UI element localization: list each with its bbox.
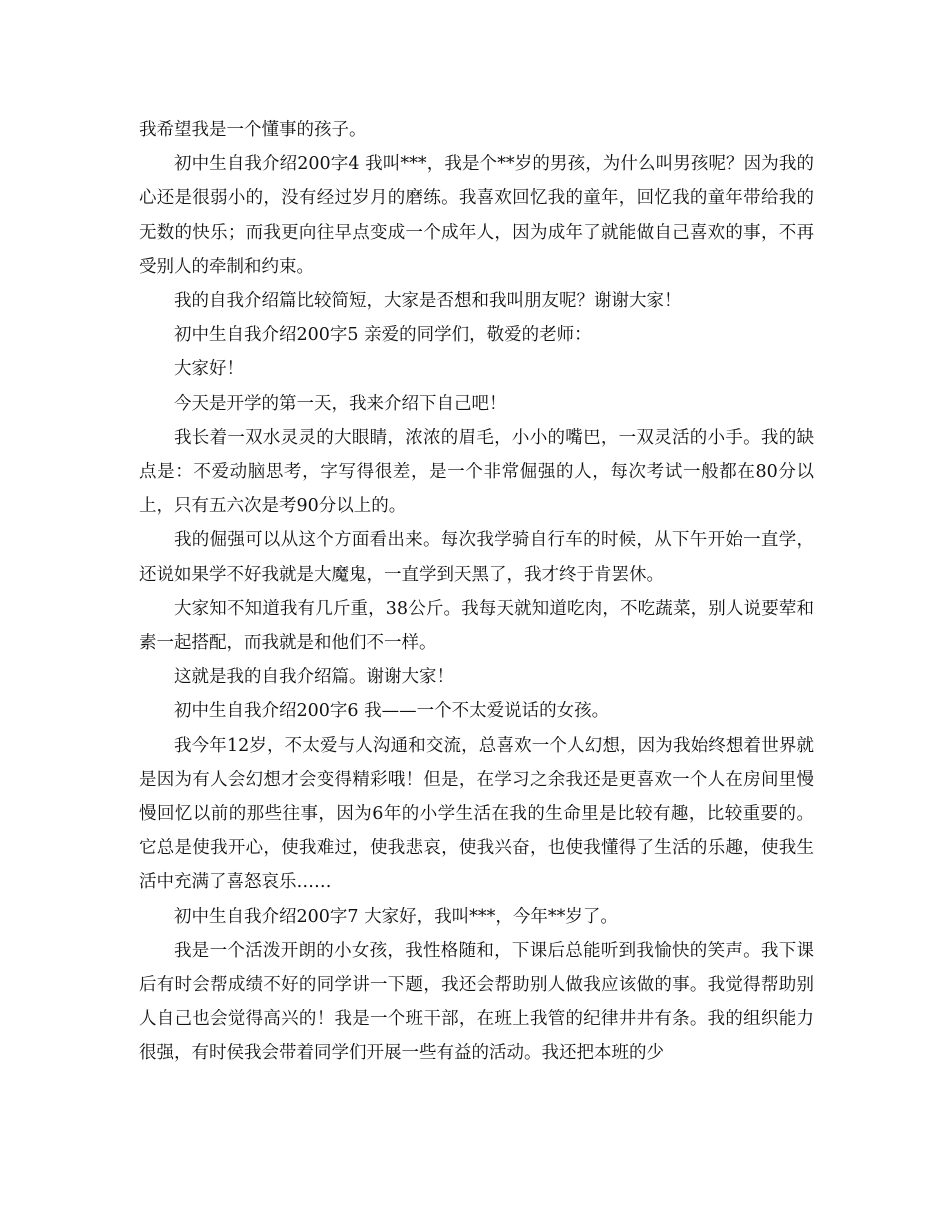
paragraph-11: 初中生自我介绍200字6 我——一个不太爱说话的女孩。 xyxy=(174,701,610,722)
document-page xyxy=(139,113,814,1071)
paragraph-7: 我长着一双水灵灵的大眼睛，浓浓的眉毛，小小的嘴巴，一双灵活的小手。我的缺点是：不爱动脑思考，字写得很差，是一个非常倔强的人，每次考试一般都在80分以上，只有五六次是考90分以上的。 xyxy=(139,427,814,517)
paragraph-9: 大家知不知道我有几斤重，38公斤。我每天就知道吃肉，不吃蔬菜，别人说要荤和素一起搭配，而我就是和他们不一样。 xyxy=(139,598,814,654)
paragraph-13: 初中生自我介绍200字7 大家好，我叫***，今年**岁了。 xyxy=(174,906,618,927)
paragraph-8: 我的倔强可以从这个方面看出来。每次我学骑自行车的时候，从下午开始一直学，还说如果学不好我就是大魔鬼，一直学到天黑了，我才终于肯罢休。 xyxy=(139,530,814,585)
paragraph-14: 我是一个活泼开朗的小女孩，我性格随和，下课后总能听到我愉快的笑声。我下课后有时会帮成绩不好的同学讲一下题，我还会帮助别人做我应该做的事。我觉得帮助别人自己也会觉得高兴的！我是一个班干部，在班上我管的纪律井井有条。我的组织能力很强，有时侯我会带着同学们开展一些有益的活动。我还把本班的少 xyxy=(139,940,814,1064)
paragraph-6: 今天是开学的第一天，我来介绍下自己吧！ xyxy=(174,393,507,414)
paragraph-12: 我今年12岁，不太爱与人沟通和交流，总喜欢一个人幻想，因为我始终想着世界就是因为有人会幻想才会变得精彩哦！但是，在学习之余我还是更喜欢一个人在房间里慢慢回忆以前的那些往事，因为6年的小学生活在我的生命里是比较有趣，比较重要的。它总是使我开心，使我难过，使我悲哀，使我兴奋，也使我懂得了生活的乐趣，使我生活中充满了喜怒哀乐…… xyxy=(139,735,814,893)
paragraph-10: 这就是我的自我介绍篇。谢谢大家！ xyxy=(174,667,454,688)
paragraph-3: 我的自我介绍篇比较简短，大家是否想和我叫朋友呢？谢谢大家！ xyxy=(174,291,682,312)
paragraph-2: 初中生自我介绍200字4 我叫***，我是个**岁的男孩，为什么叫男孩呢？因为我的心还是很弱小的，没有经过岁月的磨练。我喜欢回忆我的童年，回忆我的童年带给我的无数的快乐；而我更向往早点变成一个成年人，因为成年了就能做自己喜欢的事，不再受别人的牵制和约束。 xyxy=(139,154,814,277)
paragraph-5: 大家好！ xyxy=(174,359,244,380)
paragraph-4: 初中生自我介绍200字5 亲爱的同学们，敬爱的老师： xyxy=(174,325,592,346)
paragraph-1: 我希望我是一个懂事的孩子。 xyxy=(139,120,367,140)
